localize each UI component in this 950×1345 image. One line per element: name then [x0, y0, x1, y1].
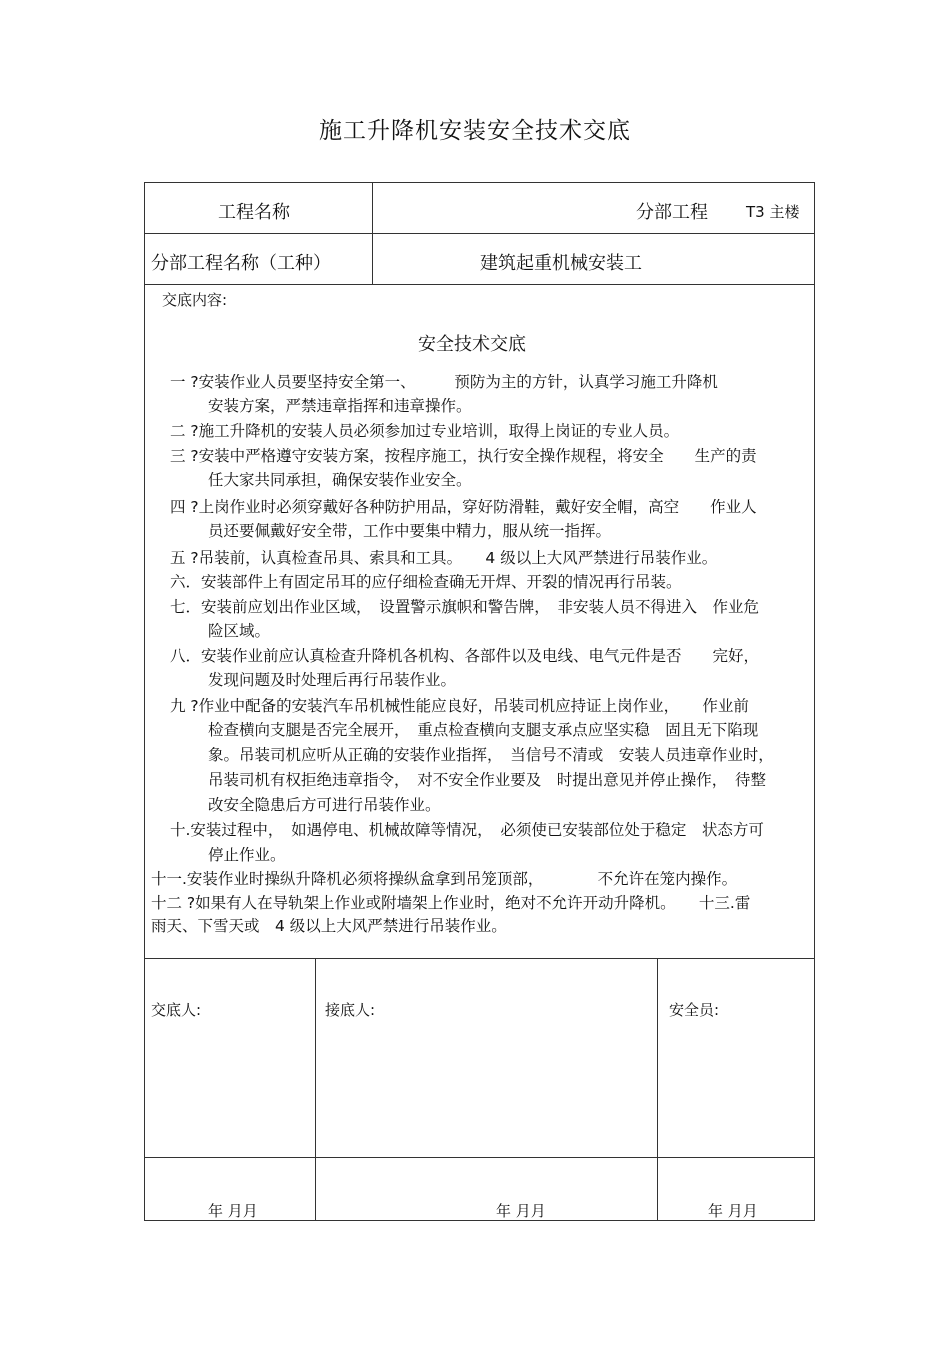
- discloser-date: 年 月月: [208, 1202, 258, 1220]
- receiver-date: 年 月月: [496, 1202, 546, 1220]
- content-label: 交底内容:: [162, 291, 228, 309]
- discloser-label: 交底人:: [151, 1001, 202, 1019]
- content-line: 五 ?吊装前，认真检查吊具、索具和工具。 4 级以上大风严禁进行吊装作业。: [170, 549, 718, 567]
- content-line: 九 ?作业中配备的安装汽车吊机械性能应良好，吊装司机应持证上岗作业， 作业前: [170, 697, 749, 715]
- content-line: 七．安装前应划出作业区域， 设置警示旗帜和警告牌， 非安装人员不得进入 作业危: [170, 598, 760, 616]
- content-line: 停止作业。: [208, 846, 286, 864]
- content-line: 吊装司机有权拒绝违章指令， 对不安全作业要及 时提出意见并停止操作， 待整: [208, 771, 767, 789]
- column-divider: [372, 182, 373, 284]
- content-line: 二 ?施工升降机的安装人员必须参加过专业培训，取得上岗证的专业人员。: [170, 422, 680, 440]
- content-line: 安装方案，严禁违章指挥和违章操作。: [208, 397, 472, 415]
- row-divider: [144, 958, 815, 959]
- sub-project-value: T3 主楼: [746, 203, 800, 221]
- receiver-label: 接底人:: [325, 1001, 376, 1019]
- safety-officer-label: 安全员:: [669, 1001, 720, 1019]
- work-type-value: 建筑起重机械安装工: [480, 253, 642, 274]
- content-heading: 安全技术交底: [418, 334, 526, 355]
- row-divider: [144, 233, 815, 234]
- column-divider: [657, 958, 658, 1221]
- row-divider: [144, 284, 815, 285]
- content-line: 员还要佩戴好安全带，工作中要集中精力，服从统一指挥。: [208, 522, 612, 540]
- content-line: 十.安装过程中， 如遇停电、机械故障等情况， 必须使已安装部位处于稳定 状态方可: [170, 821, 764, 839]
- content-line: 雨天、下雪天或 4 级以上大风严禁进行吊装作业。: [151, 917, 507, 935]
- content-line: 六．安装部件上有固定吊耳的应仔细检查确无开焊、开裂的情况再行吊装。: [170, 573, 682, 591]
- project-name-label: 工程名称: [218, 202, 290, 223]
- sub-project-label: 分部工程: [636, 202, 708, 223]
- document-title: 施工升降机安装安全技术交底: [319, 118, 631, 144]
- row-divider: [144, 1157, 815, 1158]
- content-line: 八．安装作业前应认真检查升降机各机构、各部件以及电线、电气元件是否 完好，: [170, 647, 760, 665]
- content-line: 检查横向支腿是否完全展开， 重点检查横向支腿支承点应坚实稳 固且无下陷现: [208, 721, 759, 739]
- content-line: 十二 ?如果有人在导轨架上作业或附墙架上作业时，绝对不允许开动升降机。 十三.雷: [151, 894, 751, 912]
- column-divider: [315, 958, 316, 1221]
- content-line: 改安全隐患后方可进行吊装作业。: [208, 796, 441, 814]
- safety-officer-date: 年 月月: [708, 1202, 758, 1220]
- content-line: 一 ?安装作业人员要坚持安全第一、 预防为主的方针，认真学习施工升降机: [170, 373, 718, 391]
- content-line: 十一.安装作业时操纵升降机必须将操纵盒拿到吊笼顶部， 不允许在笼内操作。: [151, 870, 738, 888]
- content-line: 四 ?上岗作业时必须穿戴好各种防护用品，穿好防滑鞋，戴好安全帽，高空 作业人: [170, 498, 757, 516]
- content-line: 险区域。: [208, 622, 271, 640]
- content-line: 三 ?安装中严格遵守安装方案，按程序施工，执行安全操作规程，将安全 生产的责: [170, 447, 757, 465]
- content-line: 象。吊装司机应听从正确的安装作业指挥， 当信号不清或 安装人员违章作业时，: [208, 746, 774, 764]
- content-line: 任大家共同承担，确保安装作业安全。: [208, 471, 472, 489]
- content-line: 发现问题及时处理后再行吊装作业。: [208, 671, 457, 689]
- work-type-label: 分部工程名称（工种）: [151, 253, 331, 274]
